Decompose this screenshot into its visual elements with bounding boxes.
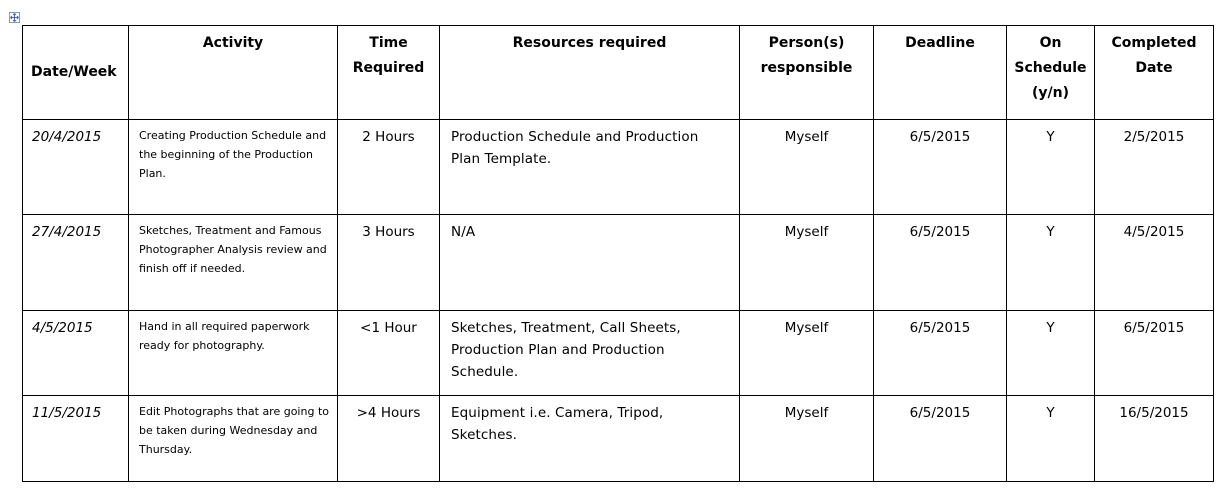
cell-person: Myself bbox=[740, 311, 874, 396]
cell-deadline: 6/5/2015 bbox=[874, 120, 1007, 215]
cell-activity: Creating Production Schedule and the beginning of the Production Plan. bbox=[129, 120, 338, 215]
cell-time: <1 Hour bbox=[338, 311, 440, 396]
cell-on-schedule: Y bbox=[1007, 311, 1095, 396]
cell-date: 27/4/2015 bbox=[23, 215, 129, 311]
header-row bbox=[23, 26, 1214, 120]
cell-completed: 6/5/2015 bbox=[1095, 311, 1214, 396]
cell-resources: N/A bbox=[440, 215, 740, 311]
cell-date: 20/4/2015 bbox=[23, 120, 129, 215]
cell-person: Myself bbox=[740, 396, 874, 482]
cell-resources: Equipment i.e. Camera, Tripod, Sketches. bbox=[440, 396, 740, 482]
cell-activity: Sketches, Treatment and Famous Photographer Analysis review and finish off if needed. bbox=[129, 215, 338, 311]
cell-completed: 4/5/2015 bbox=[1095, 215, 1214, 311]
cell-date: 4/5/2015 bbox=[23, 311, 129, 396]
cell-time: >4 Hours bbox=[338, 396, 440, 482]
cell-activity: Hand in all required paperwork ready for photography. bbox=[129, 311, 338, 396]
cell-completed: 16/5/2015 bbox=[1095, 396, 1214, 482]
cell-on-schedule: Y bbox=[1007, 396, 1095, 482]
header-activity: Activity bbox=[129, 26, 338, 120]
cell-activity: Edit Photographs that are going to be taken during Wednesday and Thursday. bbox=[129, 396, 338, 482]
cell-on-schedule: Y bbox=[1007, 215, 1095, 311]
cell-resources: Production Schedule and Production Plan Template. bbox=[440, 120, 740, 215]
table-move-handle-icon[interactable] bbox=[9, 12, 20, 23]
table-row bbox=[23, 215, 1214, 311]
move-icon bbox=[10, 13, 19, 22]
production-schedule-table bbox=[22, 25, 1214, 482]
cell-deadline: 6/5/2015 bbox=[874, 396, 1007, 482]
table-row bbox=[23, 311, 1214, 396]
header-persons-responsible: Person(s) responsible bbox=[740, 26, 874, 120]
header-date-week: Date/Week bbox=[23, 26, 129, 120]
cell-person: Myself bbox=[740, 120, 874, 215]
header-completed-date: Completed Date bbox=[1095, 26, 1214, 120]
cell-on-schedule: Y bbox=[1007, 120, 1095, 215]
table-row bbox=[23, 120, 1214, 215]
cell-completed: 2/5/2015 bbox=[1095, 120, 1214, 215]
cell-deadline: 6/5/2015 bbox=[874, 311, 1007, 396]
header-on-schedule: On Schedule (y/n) bbox=[1007, 26, 1095, 120]
cell-time: 3 Hours bbox=[338, 215, 440, 311]
header-time-required: Time Required bbox=[338, 26, 440, 120]
cell-time: 2 Hours bbox=[338, 120, 440, 215]
cell-person: Myself bbox=[740, 215, 874, 311]
table-row bbox=[23, 396, 1214, 482]
cell-resources: Sketches, Treatment, Call Sheets, Production Plan and Production Schedule. bbox=[440, 311, 740, 396]
cell-date: 11/5/2015 bbox=[23, 396, 129, 482]
cell-deadline: 6/5/2015 bbox=[874, 215, 1007, 311]
header-deadline: Deadline bbox=[874, 26, 1007, 120]
header-resources-required: Resources required bbox=[440, 26, 740, 120]
